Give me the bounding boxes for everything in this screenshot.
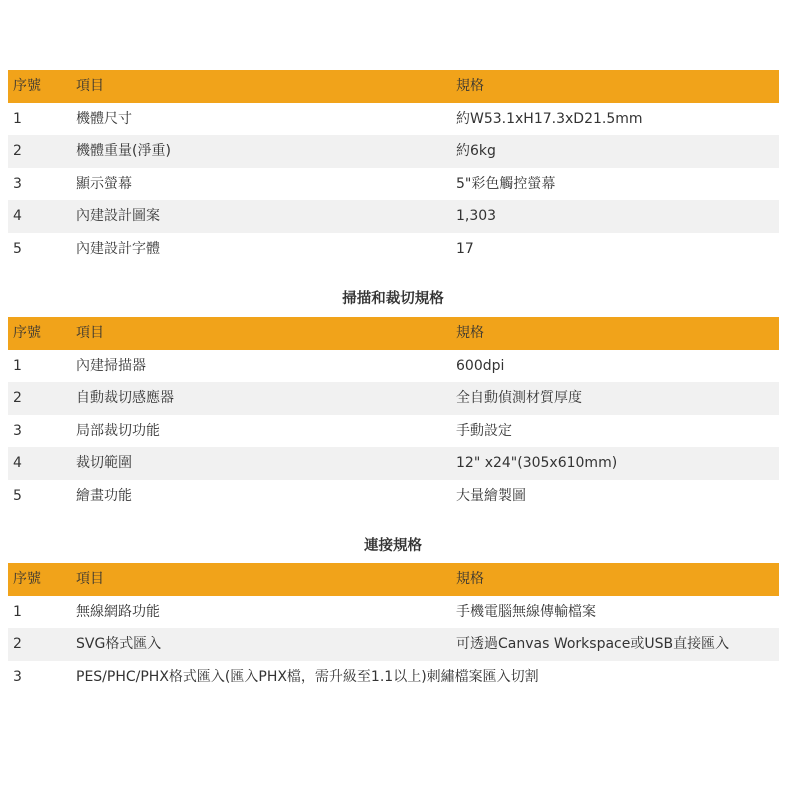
connectivity-spec-table xyxy=(8,563,779,693)
row-item: PES/PHC/PHX格式匯入(匯入PHX檔，需升級至1.1以上)刺繡檔案匯入切割 xyxy=(76,668,539,685)
table-row xyxy=(8,103,779,136)
header-item: 項目 xyxy=(76,78,104,94)
table-row xyxy=(8,628,779,661)
row-number: 3 xyxy=(13,668,22,685)
section-title-scan-cut: 掃描和裁切規格 xyxy=(342,291,444,307)
table-header xyxy=(8,317,779,350)
section-title-connectivity: 連接規格 xyxy=(364,538,422,554)
row-number: 4 xyxy=(13,455,22,471)
row-item: 局部裁切功能 xyxy=(76,422,160,439)
row-number: 1 xyxy=(13,357,22,374)
row-item: 內建掃描器 xyxy=(76,357,146,374)
row-spec: 約W53.1xH17.3xD21.5mm xyxy=(456,110,643,127)
row-number: 5 xyxy=(13,240,22,257)
row-spec: 約6kg xyxy=(456,143,496,159)
table-row xyxy=(8,382,779,415)
table-row xyxy=(8,447,779,480)
table-header xyxy=(8,70,779,103)
row-item: 自動裁切感應器 xyxy=(76,390,174,406)
row-item: 內建設計圖案 xyxy=(76,208,160,224)
row-item: 機體重量(淨重) xyxy=(76,143,171,159)
row-number: 5 xyxy=(13,487,22,504)
table-row xyxy=(8,661,779,694)
row-item: 無線網路功能 xyxy=(76,603,160,620)
row-spec: 1,303 xyxy=(456,208,497,224)
header-spec: 規格 xyxy=(456,78,484,94)
row-item: 繪畫功能 xyxy=(76,487,132,504)
header-spec: 規格 xyxy=(456,325,484,341)
table-row xyxy=(8,135,779,168)
row-number: 1 xyxy=(13,110,22,127)
row-spec: 手動設定 xyxy=(456,422,512,439)
table-header xyxy=(8,563,779,596)
table-row xyxy=(8,200,779,233)
header-number: 序號 xyxy=(13,325,41,341)
header-item: 項目 xyxy=(76,325,104,341)
row-item: SVG格式匯入 xyxy=(76,636,162,652)
header-number: 序號 xyxy=(13,571,41,587)
row-spec: 17 xyxy=(456,240,474,257)
table-row xyxy=(8,168,779,201)
table-row xyxy=(8,480,779,513)
table-row xyxy=(8,415,779,448)
scan-cut-spec-table xyxy=(8,317,779,512)
row-number: 3 xyxy=(13,422,22,439)
row-number: 2 xyxy=(13,636,22,652)
row-number: 2 xyxy=(13,143,22,159)
row-spec: 手機電腦無線傳輸檔案 xyxy=(456,603,596,620)
table-row xyxy=(8,233,779,266)
row-number: 2 xyxy=(13,390,22,406)
row-item: 裁切範圍 xyxy=(76,455,132,471)
header-spec: 規格 xyxy=(456,571,484,587)
header-item: 項目 xyxy=(76,571,104,587)
row-spec: 600dpi xyxy=(456,357,505,374)
row-number: 1 xyxy=(13,603,22,620)
row-item: 內建設計字體 xyxy=(76,240,160,257)
row-spec: 5"彩色觸控螢幕 xyxy=(456,175,556,192)
row-number: 4 xyxy=(13,208,22,224)
row-spec: 大量繪製圖 xyxy=(456,487,526,504)
row-item: 顯示螢幕 xyxy=(76,175,132,192)
row-spec: 全自動偵測材質厚度 xyxy=(456,390,582,406)
table-row xyxy=(8,350,779,383)
row-spec: 可透過Canvas Workspace或USB直接匯入 xyxy=(456,636,730,652)
machine-spec-table xyxy=(8,70,779,265)
row-spec: 12" x24"(305x610mm) xyxy=(456,455,618,471)
row-number: 3 xyxy=(13,175,22,192)
row-item: 機體尺寸 xyxy=(76,110,132,127)
table-row xyxy=(8,596,779,629)
header-number: 序號 xyxy=(13,78,41,94)
